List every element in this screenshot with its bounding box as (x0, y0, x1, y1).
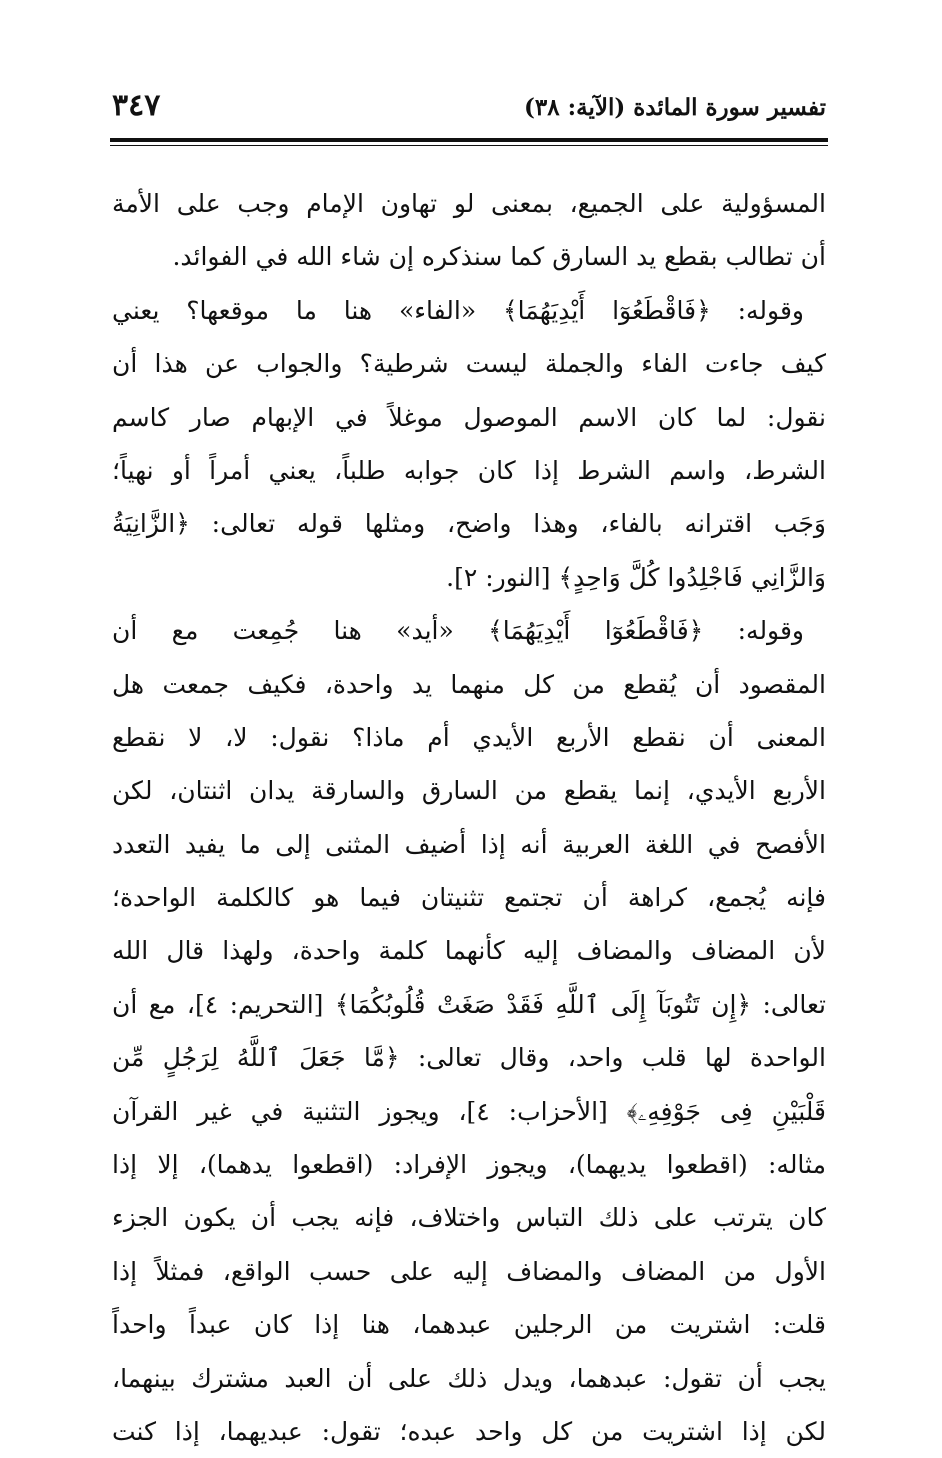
text-line-7: وَجَب اقترانه بالفاء، وهذا واضح، ومثلها قوله تعالى: ﴿الزَّانِيَةُ (112, 509, 826, 539)
header-rule-thin (110, 145, 828, 146)
header-rule-thick (110, 138, 828, 142)
text-line-21: الأول من المضاف والمضاف إليه على حسب الواقع، فمثلاً إذا (112, 1256, 826, 1286)
text-line-23: يجب أن تقول: عبدهما، ويدل ذلك على أن العبد مشترك بينهما، (112, 1363, 826, 1393)
text-line-4: كيف جاءت الفاء والجملة ليست شرطية؟ والجواب عن هذا أن (112, 349, 826, 379)
text-line-8: وَالزَّانِي فَاجْلِدُوا كُلَّ وَاحِدٍ﴾ [النور: ٢]. (446, 562, 826, 592)
text-line-15: لأن المضاف والمضاف إليه كأنهما كلمة واحدة، ولهذا قال الله (112, 936, 826, 966)
text-line-9: وقوله: ﴿فَاقْطَعُوٓا أَيْدِيَهُمَا﴾ «أيد» هنا جُمِعت مع أن (112, 616, 804, 646)
text-line-17: الواحدة لها قلب واحد، وقال تعالى: ﴿مَّا جَعَلَ ٱللَّهُ لِرَجُلٍ مِّن (112, 1043, 826, 1073)
text-line-18: قَلْبَيْنِ فِى جَوْفِهِۦ﴾ [الأحزاب: ٤]، ويجوز التثنية في غير القرآن (112, 1096, 826, 1126)
text-line-10: المقصود أن يُقطع من كل منهما يد واحدة، فكيف جمعت هل (112, 669, 826, 699)
body-text (112, 177, 826, 1458)
text-line-11: المعنى أن نقطع الأربع الأيدي أم ماذا؟ نقول: لا، لا نقطع (112, 722, 826, 752)
text-line-2: أن تطالب بقطع يد السارق كما سنذكره إن شاء الله في الفوائد. (172, 242, 826, 272)
page-number: ٣٤٧ (112, 88, 161, 123)
page-header (112, 88, 826, 136)
text-line-16: تعالى: ﴿إِن تَتُوبَآ إِلَى ٱللَّهِ فَقَدْ صَغَتْ قُلُوبُكُمَا﴾ [التحريم: ٤]، مع أن (112, 989, 826, 1019)
text-line-19: مثاله: (اقطعوا يديهما)، ويجوز الإفراد: (اقطعوا يدهما)، إلا إذا (112, 1150, 826, 1180)
text-line-5: نقول: لما كان الاسم الموصول موغلاً في الإبهام صار كاسم (112, 402, 826, 432)
text-line-22: قلت: اشتريت من الرجلين عبدهما، هنا إذا كان عبداً واحداً (112, 1310, 826, 1340)
text-line-24: لكن إذا اشتريت من كل واحد عبده؛ تقول: عبديهما، إذا كنت (112, 1416, 826, 1446)
running-title: تفسير سورة المائدة (الآية: ٣٨) (524, 94, 826, 121)
text-line-3: وقوله: ﴿فَاقْطَعُوٓا أَيْدِيَهُمَا﴾ «الفاء» هنا ما موقعها؟ يعني (112, 295, 804, 325)
text-line-12: الأربع الأيدي، إنما يقطع من السارق والسارقة يدان اثنتان، لكن (112, 776, 826, 806)
text-line-20: كان يترتب على ذلك التباس واختلاف، فإنه يجب أن يكون الجزء (112, 1203, 826, 1233)
text-line-6: الشرط، واسم الشرط إذا كان جوابه طلباً، يعني أمراً أو نهياً؛ (112, 455, 826, 485)
text-line-1: المسؤولية على الجميع، بمعنى لو تهاون الإمام وجب على الأمة (112, 189, 826, 218)
text-line-13: الأفصح في اللغة العربية أنه إذا أضيف المثنى إلى ما يفيد التعدد (112, 829, 826, 859)
text-line-14: فإنه يُجمع، كراهة أن تجتمع تثنيتان فيما هو كالكلمة الواحدة؛ (112, 883, 826, 913)
